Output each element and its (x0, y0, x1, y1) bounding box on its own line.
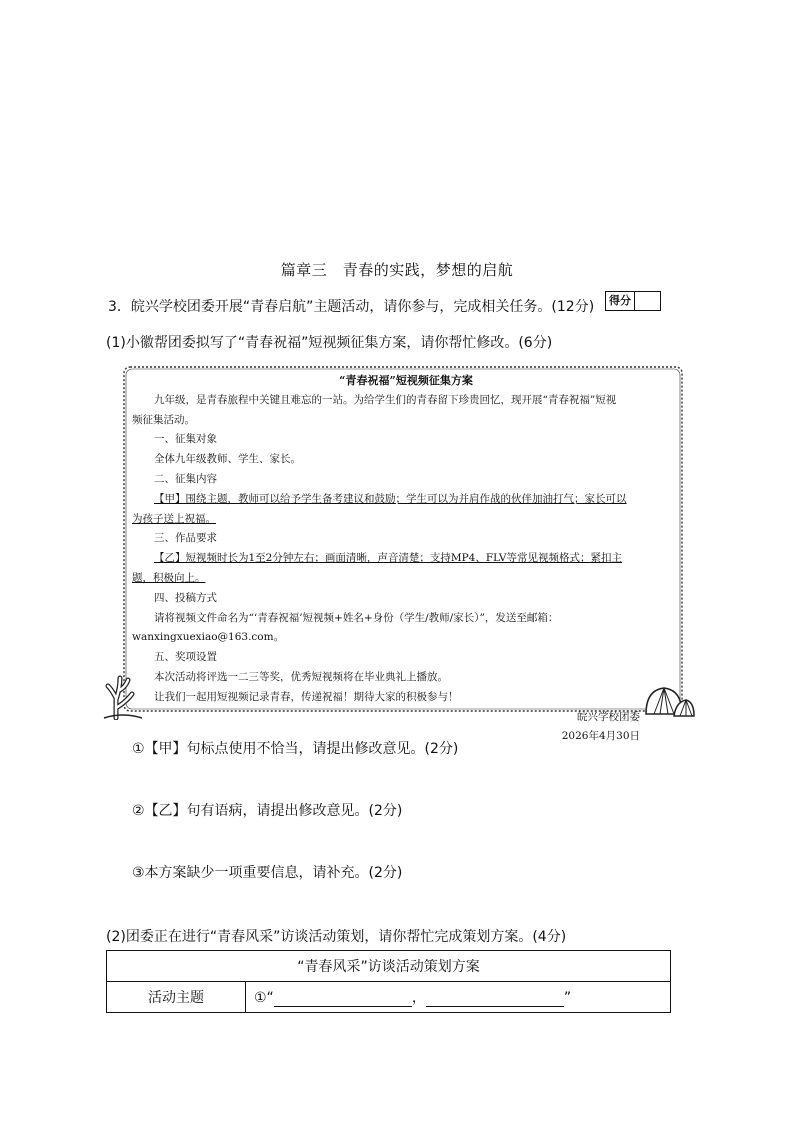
answer-blank-2[interactable] (426, 992, 564, 1007)
shell-icon (640, 680, 696, 720)
section-heading: 二、征集内容 (154, 472, 217, 485)
signature: 皖兴学校团委 (577, 710, 640, 723)
section-text: 请将视频文件命名为“‘青春祝福’短视频+姓名+身份（学生/教师/家长）”，发送至邮箱： (154, 611, 559, 624)
row-label-theme: 活动主题 (107, 982, 246, 1013)
sentence-jia: 【甲】围绕主题，教师可以给予学生备考建议和鼓励；学生可以为并肩作战的伙伴加油打气；家长可以 (154, 492, 627, 505)
section-heading: 一、征集对象 (154, 433, 217, 446)
score-box[interactable] (605, 291, 661, 311)
sentence-yi: 【乙】短视频时长为1至2分钟左右；画面清晰，声音清楚；支持MP4、FLV等常见视频格式；紧扣主 (154, 552, 622, 565)
email-address: wanxingxuexiao@163.com。 (132, 631, 285, 644)
question-3: 3．皖兴学校团委开展“青春启航”主题活动，请你参与，完成相关任务。(12分) (108, 299, 595, 315)
plan-table (106, 950, 671, 1013)
answer-suffix: ” (563, 990, 572, 1006)
answer-prefix: ①“ (254, 990, 274, 1006)
plan-table-header: “青春风采”访谈活动策划方案 (107, 951, 671, 982)
scheme-intro: 九年级，是青春旅程中关键且难忘的一站。为给学生们的青春留下珍贵回忆，现开展“青春祝福”短视 (154, 393, 617, 406)
coral-icon (102, 668, 144, 720)
sub-question-2: (2)团委正在进行“青春风采”访谈活动策划，请你帮忙完成策划方案。(4分) (106, 929, 567, 945)
scheme-notice (120, 363, 686, 743)
section-text: 全体九年级教师、学生、家长。 (154, 453, 301, 466)
item-2: ②【乙】句有语病，请提出修改意见。(2分) (132, 803, 403, 819)
section-heading: 三、作品要求 (154, 532, 217, 545)
scheme-title: “青春祝福”短视频征集方案 (339, 374, 473, 387)
date: 2026年4月30日 (561, 730, 640, 743)
sentence-jia-cont: 为孩子送上祝福。 (132, 512, 216, 525)
section-heading: 五、奖项设置 (154, 651, 217, 664)
item-3: ③本方案缺少一项重要信息，请补充。(2分) (132, 865, 403, 881)
item-1: ①【甲】句标点使用不恰当，请提出修改意见。(2分) (132, 741, 459, 757)
answer-sep: ， (411, 990, 426, 1006)
score-field[interactable] (635, 292, 660, 310)
section-heading: 四、投稿方式 (154, 591, 217, 604)
sentence-yi-cont: 题，积极向上。 (132, 571, 206, 584)
score-label: 得分 (606, 292, 635, 310)
closing-text: 让我们一起用短视频记录青春，传递祝福！期待大家的积极参与！ (154, 690, 459, 703)
theme-answer-cell[interactable] (246, 982, 671, 1013)
scheme-intro-cont: 频征集活动。 (132, 413, 195, 426)
section-text: 本次活动将评选一二三等奖，优秀短视频将在毕业典礼上播放。 (154, 670, 448, 683)
answer-blank-1[interactable] (274, 992, 412, 1007)
sub-question-1: (1)小徽帮团委拟写了“青春祝福”短视频征集方案，请你帮忙修改。(6分) (106, 335, 553, 351)
chapter-title: 篇章三 青春的实践，梦想的启航 (280, 261, 514, 279)
